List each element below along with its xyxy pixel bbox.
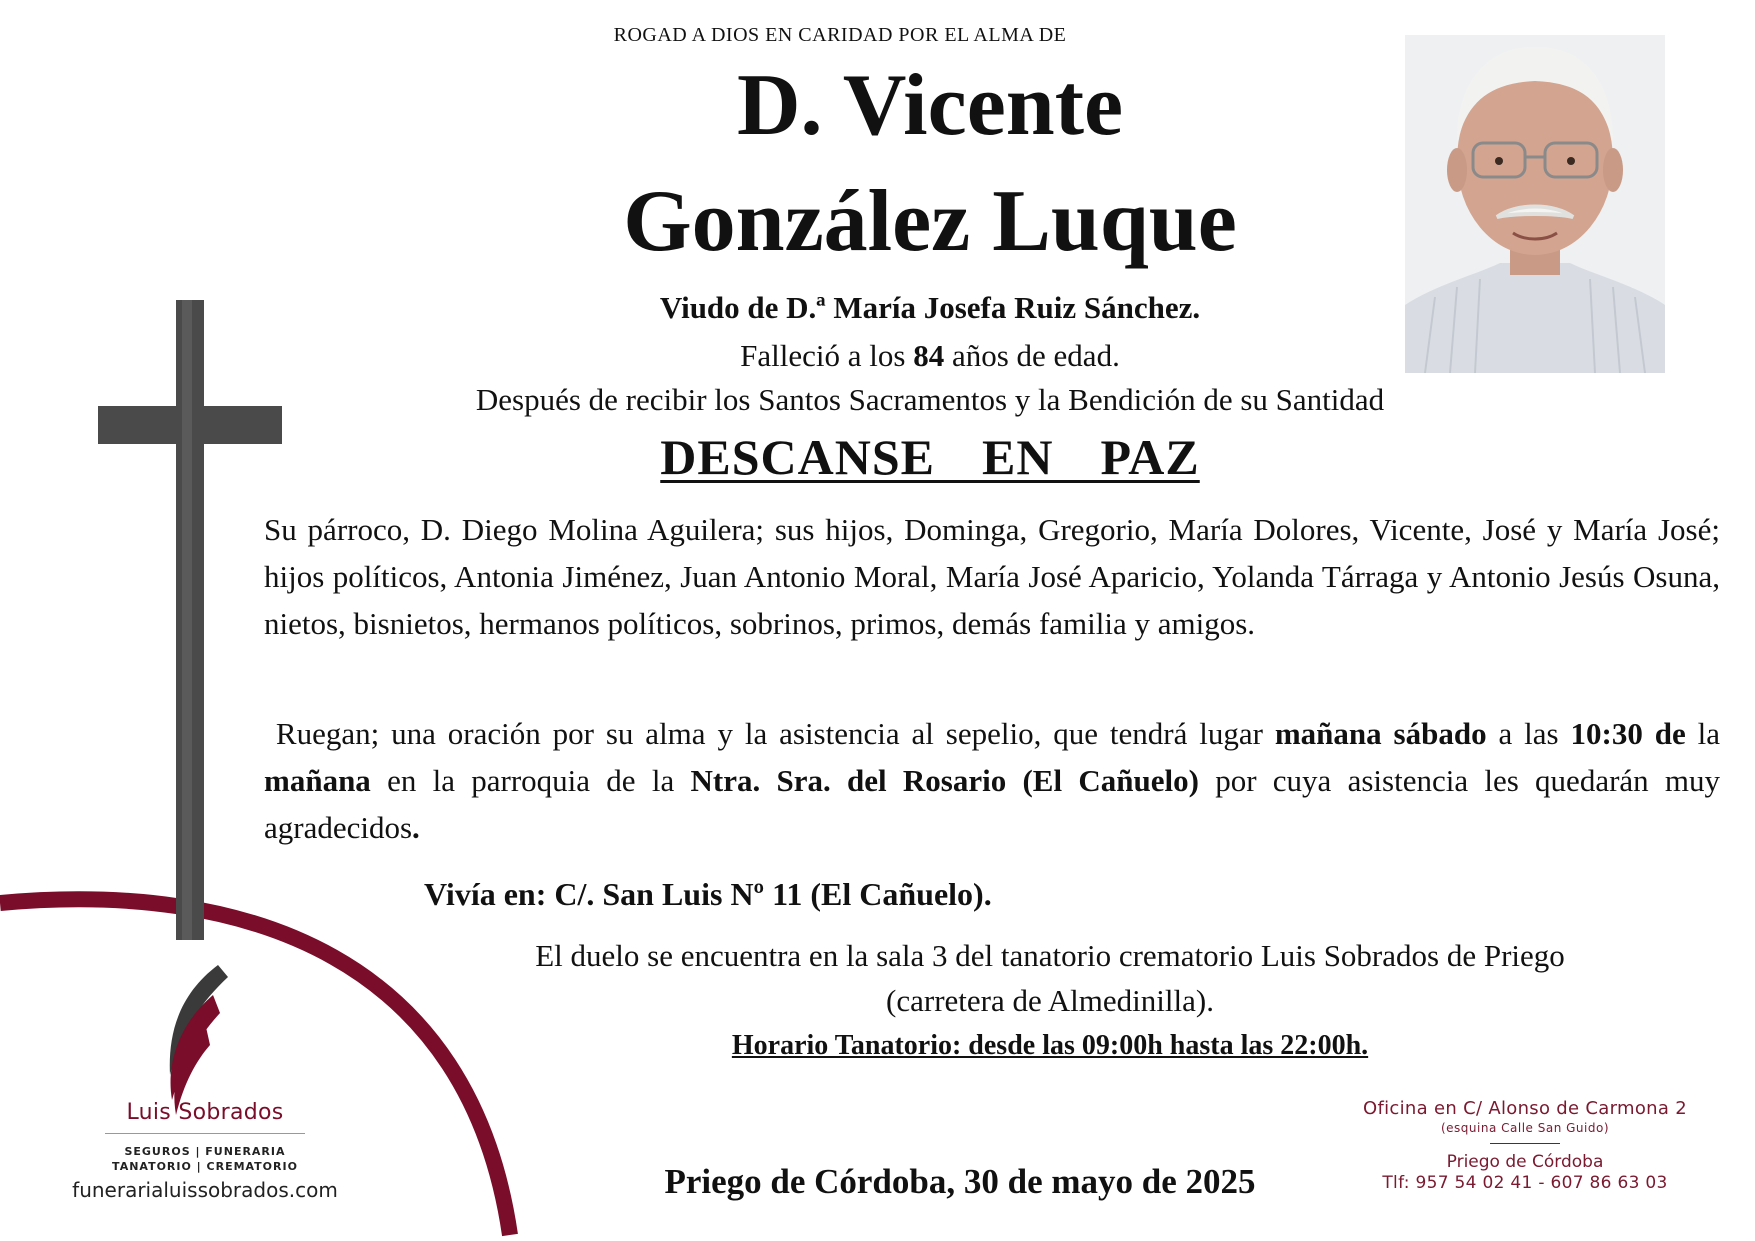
deceased-name-line2: González Luque [623,173,1237,270]
request-bold2: 10:30 de [1570,716,1686,751]
request-part2: a las [1498,716,1559,751]
request-bold1: mañana sábado [1274,716,1487,751]
dateline: Priego de Córdoba, 30 de mayo de 2025 [664,1162,1256,1201]
brand-services-line1: SEGUROS | FUNERARIA [124,1145,286,1158]
family-paragraph: Su párroco, D. Diego Molina Aguilera; sus hijos, Dominga, Gregorio, María Dolores, Vicente, José y María José; hijos políticos, Antonia Jiménez, Juan Antonio Moral, María José Aparicio, Yolanda Tárraga y Antonio Jesús Osuna, nietos, bisnietos, hermanos políticos, sobrinos, primos, demás familia y amigos. [264,512,1720,641]
request-paragraph [264,710,1720,851]
office-address: Oficina en C/ Alonso de Carmona 2 [1363,1098,1687,1119]
request-bold3: mañana [264,763,371,798]
deceased-name-line1: D. Vicente [736,57,1124,154]
brand-block [40,1100,370,1202]
wake-line1: El duelo se encuentra en la sala 3 del tanatorio crematorio Luis Sobrados de Priego [535,938,1565,973]
age-prefix: Falleció a los [740,338,906,373]
rest-in-peace-text: DESCANSE EN PAZ [660,429,1200,485]
office-divider [1490,1143,1560,1144]
request-bold5: . [412,810,420,845]
sacraments-line: Después de recibir los Santos Sacramentos y la Bendición de su Santidad [475,382,1385,417]
portrait-photo [1405,35,1665,373]
office-block [1330,1098,1720,1193]
brand-divider [105,1133,305,1134]
age-suffix: años de edad. [951,338,1120,373]
brand-services-line2: TANATORIO | CREMATORIO [112,1160,298,1173]
wake-line2: (carretera de Almedinilla). [886,983,1214,1018]
cross-icon [98,300,282,940]
request-part3: la [1697,716,1721,751]
request-bold4: Ntra. Sra. del Rosario (El Cañuelo) [690,763,1199,798]
brand-website[interactable]: funerarialuissobrados.com [72,1178,338,1202]
invocation-line: ROGAD A DIOS EN CARIDAD POR EL ALMA DE [613,24,1067,46]
office-corner: (esquina Calle San Guido) [1440,1121,1609,1135]
wake-hours-text: Horario Tanatorio: desde las 09:00h hasta las 22:00h. [731,1030,1369,1061]
request-part5: por cuya asistencia les quedarán muy agradecidos [264,763,1721,845]
request-part4: en la parroquia de la [387,763,675,798]
wake-hours [560,1030,1540,1062]
feather-logo [170,965,228,1115]
office-city: Priego de Córdoba [1446,1152,1604,1172]
widower-line: Viudo de D.ª María Josefa Ruiz Sánchez. [659,290,1201,325]
rest-in-peace-heading [640,428,1220,486]
age-value: 84 [913,338,945,373]
office-phones: Tlf: 957 54 02 41 - 607 86 63 03 [1382,1173,1668,1193]
brand-name: Luis Sobrados [126,1100,284,1125]
residence-line: Vivía en: C/. San Luis Nº 11 (El Cañuelo). [424,876,992,912]
age-line [440,338,1420,374]
request-part1: Ruegan; una oración por su alma y la asistencia al sepelio, que tendrá lugar [275,716,1263,751]
